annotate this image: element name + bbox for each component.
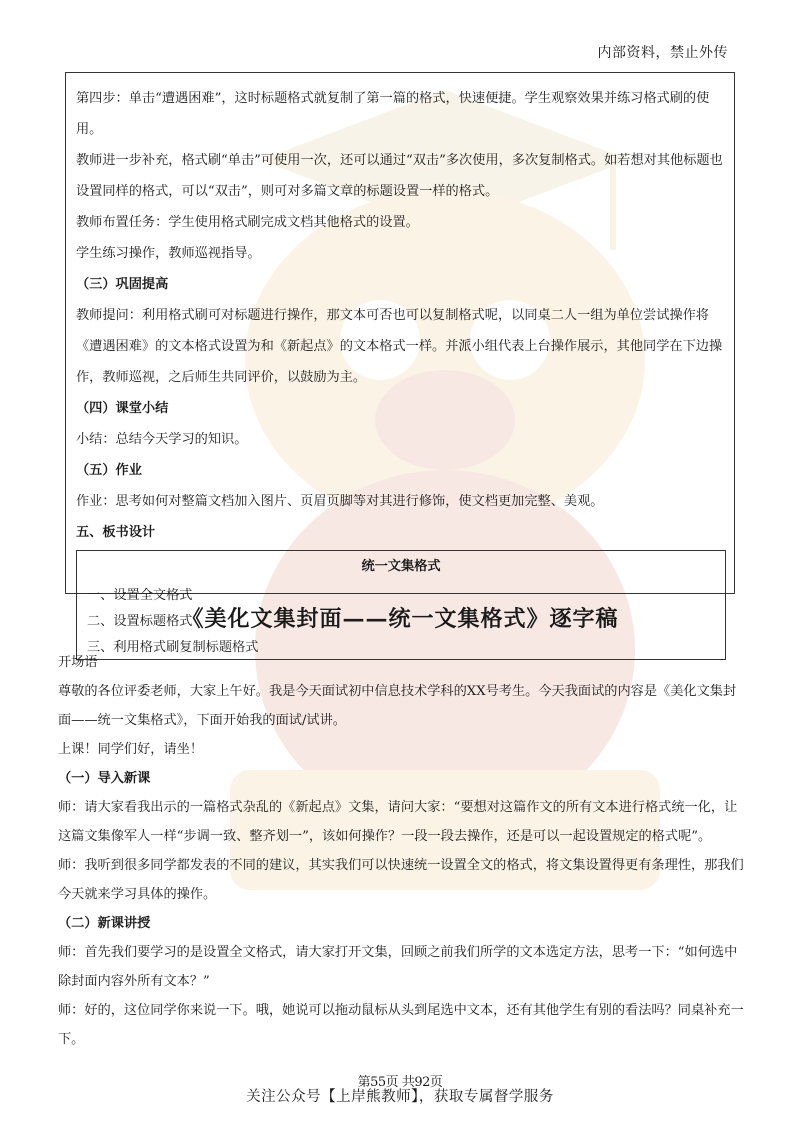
page-number: 第55页 共92页 (357, 1075, 443, 1090)
part2-heading: （二）新课讲授 (58, 916, 151, 931)
confidential-note: 内部资料，禁止外传 (597, 45, 728, 61)
part1-paragraph-2: 师：我听到很多同学都发表的不同的建议，其实我们可以快速统一设置全文的格式，将文集设置得更有条理性，那我们今天就来学习具体的操作。 (58, 858, 744, 902)
part2-paragraph-2: 师：好的，这位同学你来说一下。哦，她说可以拖动鼠标从头到尾选中文本，还有其他学生有别的看法吗？同桌补充一下。 (58, 1003, 744, 1047)
board-design-heading: 五、板书设计 (76, 525, 156, 540)
section5-heading: （五）作业 (76, 463, 142, 478)
board-title: 统一文集格式 (361, 559, 441, 574)
section3-paragraph: 教师提问：利用格式刷可对标题进行操作，那文本可否也可以复制格式呢，以同桌二人一组为单位尝试操作将《遭遇困难》的文本格式设置为和《新起点》的文本格式一样。并派小组代表上台操作展示，其他同学在下边操作，教师巡视，之后师生共同评价，以鼓励为主。 (76, 308, 723, 385)
opening-paragraph: 尊敬的各位评委老师，大家上午好。我是今天面试初中信息技术学科的XX号考生。今天我面试的内容是《美化文集封面——统一文集格式》，下面开始我的面试/试讲。 (58, 684, 737, 728)
section4-heading: （四）课堂小结 (76, 401, 169, 416)
opening-label: 开场语 (58, 655, 98, 670)
section5-paragraph: 作业：思考如何对整篇文档加入图片、页眉页脚等对其进行修饰，使文档更加完整、美观。 (76, 494, 604, 509)
board-item: 三、利用格式刷复制标题格式 (87, 640, 259, 655)
teacher-supplement-paragraph: 教师进一步补充，格式刷“单击”可使用一次，还可以通过“双击”多次使用，多次复制格式。如若想对其他标题也设置同样的格式，可以“双击”，则可对多篇文章的标题设置一样的格式。 (76, 153, 723, 199)
student-practice-paragraph: 学生练习操作，教师巡视指导。 (76, 246, 261, 261)
board-item: 一、设置全文格式 (87, 588, 193, 603)
teacher-task-paragraph: 教师布置任务：学生使用格式刷完成文档其他格式的设置。 (76, 215, 419, 230)
part1-paragraph-1: 师：请大家看我出示的一篇格式杂乱的《新起点》文集，请问大家：“要想对这篇作文的所有文本进行格式统一化，让这篇文集像军人一样“步调一致、整齐划一”，该如何操作？一段一段去操作，还是可以一起设置规定的格式呢”。 (58, 800, 738, 844)
transcript-body (58, 648, 748, 1054)
board-item: 二、设置标题格式 (87, 614, 193, 629)
footer-promo: 关注公众号【上岸熊教师】，获取专属督学服务 (246, 1089, 554, 1105)
part1-heading: （一）导入新课 (58, 771, 151, 786)
greeting-paragraph: 上课！同学们好，请坐！ (58, 742, 204, 757)
step4-paragraph: 第四步：单击“遭遇困难”，这时标题格式就复制了第一篇的格式，快速便捷。学生观察效果并练习格式刷的使用。 (76, 91, 710, 137)
section3-heading: （三）巩固提高 (76, 277, 169, 292)
document-title: 《美化文集封面——统一文集格式》逐字稿 (181, 606, 619, 632)
part2-paragraph-1: 师：首先我们要学习的是设置全文格式，请大家打开文集，回顾之前我们所学的文本选定方法，思考一下：“如何选中除封面内容外所有文本？” (58, 945, 738, 989)
section4-paragraph: 小结：总结今天学习的知识。 (76, 432, 248, 447)
